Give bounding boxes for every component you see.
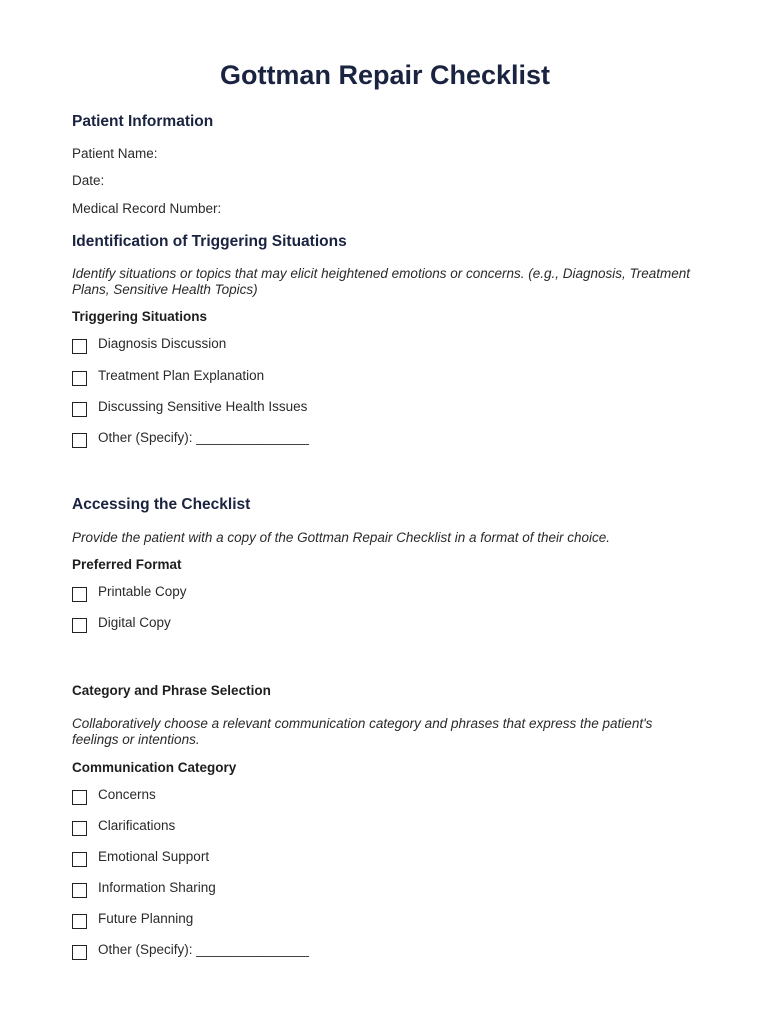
checkbox-label: Discussing Sensitive Health Issues [98, 399, 308, 414]
triggering-heading: Identification of Triggering Situations [72, 233, 347, 250]
category-subheading: Communication Category [72, 760, 237, 775]
category-option[interactable] [72, 818, 175, 836]
checkbox[interactable] [72, 821, 87, 836]
format-option[interactable] [72, 615, 171, 633]
checkbox-label: Digital Copy [98, 615, 171, 630]
checkbox-label: Clarifications [98, 818, 176, 833]
checkbox[interactable] [72, 371, 87, 386]
triggering-option[interactable] [72, 368, 264, 386]
checkbox[interactable] [72, 852, 87, 867]
checkbox[interactable] [72, 945, 87, 960]
patient-name-label: Patient Name: [72, 146, 158, 161]
triggering-description: Identify situations or topics that may elicit heightened emotions or concerns. (e.g., Diagnosis, Treatment Plans, Sensitive Health Topics) [72, 266, 691, 297]
triggering-option[interactable] [72, 430, 309, 448]
medical-record-number-label: Medical Record Number: [72, 201, 222, 216]
category-option[interactable] [72, 880, 216, 898]
triggering-option[interactable] [72, 336, 226, 354]
checkbox-label: Concerns [98, 787, 156, 802]
checkbox[interactable] [72, 790, 87, 805]
checkbox-label: Diagnosis Discussion [98, 336, 227, 351]
checkbox[interactable] [72, 587, 87, 602]
checkbox-label: Treatment Plan Explanation [98, 368, 265, 383]
category-option[interactable] [72, 911, 193, 929]
accessing-description: Provide the patient with a copy of the Gottman Repair Checklist in a format of their choice. [72, 530, 611, 545]
category-heading: Category and Phrase Selection [72, 683, 271, 698]
format-option[interactable] [72, 584, 187, 602]
checkbox[interactable] [72, 402, 87, 417]
category-option[interactable] [72, 942, 309, 960]
checkbox[interactable] [72, 433, 87, 448]
checkbox-label: Other (Specify): _______________ [98, 430, 309, 445]
triggering-subheading: Triggering Situations [72, 309, 208, 324]
checkbox[interactable] [72, 883, 87, 898]
checkbox[interactable] [72, 914, 87, 929]
checkbox-label: Information Sharing [98, 880, 216, 895]
checkbox[interactable] [72, 618, 87, 633]
category-description: Collaboratively choose a relevant communication category and phrases that express the patient's feelings or intentions. [72, 716, 653, 747]
category-option[interactable] [72, 849, 209, 867]
triggering-option[interactable] [72, 399, 307, 417]
category-option[interactable] [72, 787, 156, 805]
patient-info-heading: Patient Information [72, 113, 214, 130]
accessing-subheading: Preferred Format [72, 557, 182, 572]
checkbox[interactable] [72, 339, 87, 354]
accessing-heading: Accessing the Checklist [72, 496, 251, 513]
checkbox-label: Other (Specify): _______________ [98, 942, 309, 957]
date-label: Date: [72, 173, 105, 188]
page-title: Gottman Repair Checklist [219, 60, 551, 90]
checkbox-label: Emotional Support [98, 849, 210, 864]
checkbox-label: Future Planning [98, 911, 194, 926]
checkbox-label: Printable Copy [98, 584, 187, 599]
